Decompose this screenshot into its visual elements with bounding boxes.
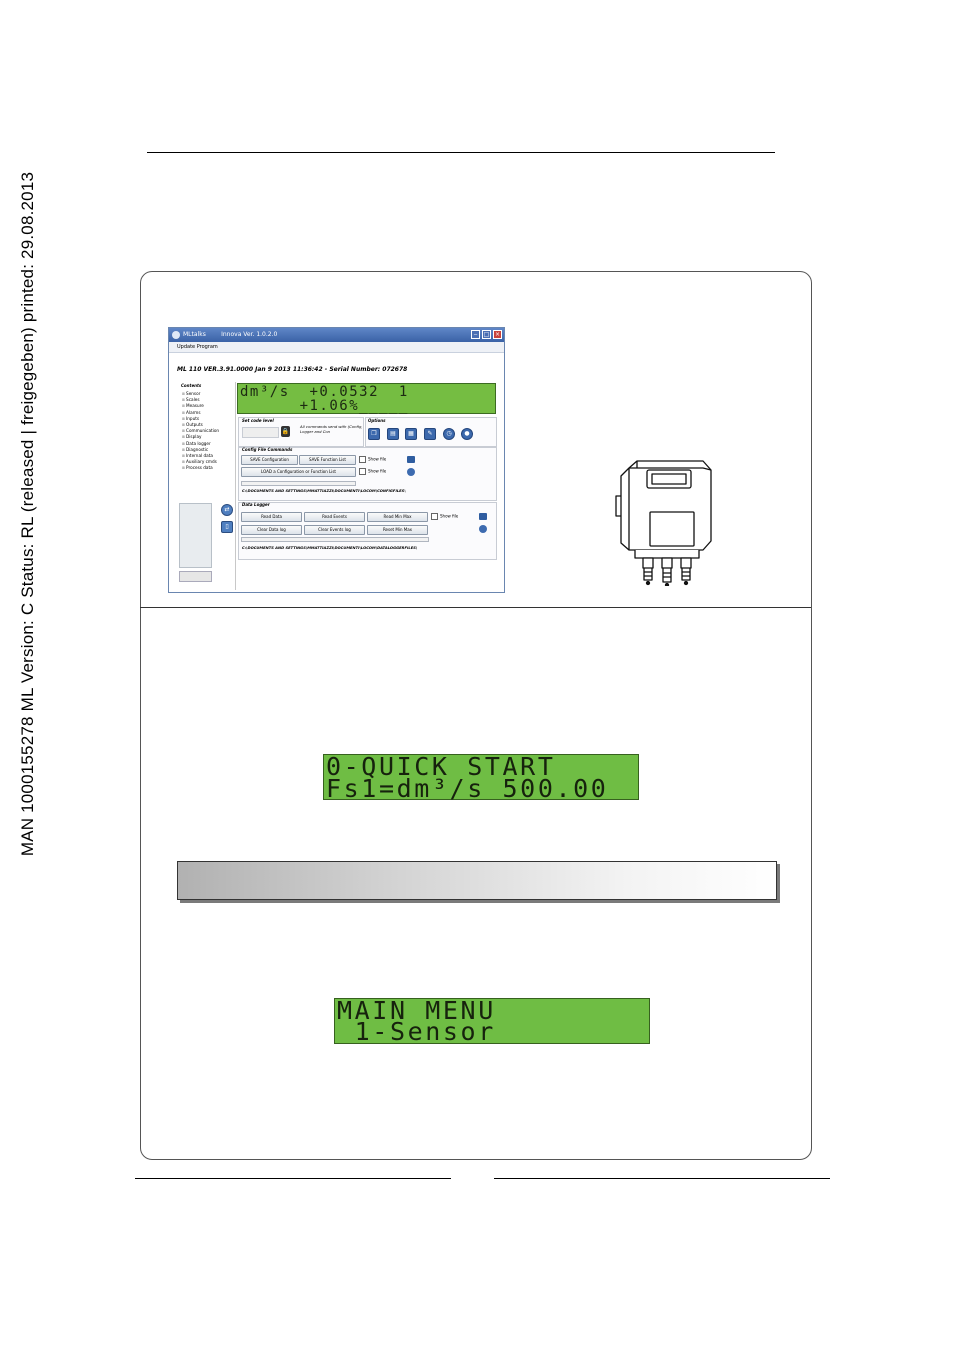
save-configuration-button[interactable]: SAVE Configuration (241, 455, 298, 465)
code-level-input[interactable] (242, 427, 279, 438)
show-file-checkbox[interactable]: Show file (359, 456, 386, 463)
message-panel[interactable] (179, 503, 212, 568)
section-banner (177, 861, 777, 900)
file-icon[interactable]: ▦ (405, 428, 417, 440)
clear-data-log-button[interactable]: Clear Data log (241, 525, 302, 535)
read-min-max-button[interactable]: Read Min Max (367, 512, 428, 522)
config-path: C:\DOCUMENTS AND SETTINGS\MMATTIAZZI\DOCUMENTI\LOCOM\CONFIGFILES\ (242, 489, 406, 493)
tree-item[interactable]: ⊞ Process data (182, 465, 219, 471)
tree-item[interactable]: ⊞ Alarms (182, 410, 219, 416)
software-lcd (237, 383, 496, 414)
logger-path: C:\DOCUMENTS AND SETTINGS\MMATTIAZZI\DOCUMENTI\LOCOM\DATALOGGERFILES\ (242, 546, 418, 550)
window-titlebar (169, 328, 504, 342)
document-sidebar-text: MAN 1000155278 ML Version: C Status: RL (released | freigegeben) printed: 29.08.2013 (18, 171, 37, 857)
show-file-checkbox[interactable]: Show file (359, 468, 386, 475)
refresh-icon[interactable]: ⇄ (221, 504, 233, 516)
settings-icon[interactable]: ● (461, 428, 473, 440)
lcd-main-menu (334, 998, 650, 1044)
tree-item[interactable]: ⊞ Sensor (182, 391, 219, 397)
window-title: Innova Ver. 1.0.2.0 (221, 331, 278, 338)
data-logger-label: Data Logger (242, 502, 270, 507)
document-icon[interactable]: ▤ (387, 428, 399, 440)
lcd-quick-start-line1: 0-QUICK START (326, 752, 556, 781)
status-box (179, 571, 212, 582)
software-lcd-line2: +1.06%_____ (240, 398, 409, 414)
footer-rule-right (494, 1178, 830, 1179)
tree-title: Contents (181, 383, 202, 388)
read-events-button[interactable]: Read Events (304, 512, 365, 522)
clock-icon[interactable]: ◷ (443, 428, 455, 440)
software-window (168, 327, 505, 593)
commands-note: All commands send with (Config, Logger and Con (300, 424, 363, 434)
contents-tree (182, 391, 219, 472)
reset-min-max-button[interactable]: Reset Min Max (367, 525, 428, 535)
panel-divider (235, 382, 236, 590)
close-button[interactable]: × (494, 331, 501, 338)
tree-item[interactable]: ⊞ Scales (182, 397, 219, 403)
lock-icon[interactable]: 🔒 (281, 428, 290, 435)
window-app-name: MLtalks (183, 331, 206, 338)
software-lcd-line1: dm³/s +0.0532 1 (240, 384, 409, 400)
tree-item[interactable]: ⊞ Auxiliary cmds (182, 459, 219, 465)
footer-rule-left (135, 1178, 451, 1179)
copy-icon[interactable]: ❐ (368, 428, 380, 440)
show-file-checkbox[interactable]: Show file (431, 513, 458, 520)
load-icon[interactable] (407, 468, 415, 476)
header-rule (147, 152, 775, 153)
config-progress-bar (241, 481, 356, 486)
gear-icon[interactable] (479, 525, 487, 533)
menu-update-program[interactable]: Update Program (169, 342, 504, 353)
tree-item[interactable]: ⊞ Outputs (182, 422, 219, 428)
frame-separator (140, 607, 811, 608)
app-icon (172, 331, 180, 339)
logger-progress-bar (241, 537, 429, 542)
minimize-button[interactable]: ‒ (471, 330, 480, 339)
tree-item[interactable]: ⊞ Internal data (182, 453, 219, 459)
clear-events-log-button[interactable]: Clear Events log (304, 525, 365, 535)
tree-item[interactable]: ⊞ Inputs (182, 416, 219, 422)
lcd-main-menu-line1: MAIN MENU (337, 996, 496, 1025)
lcd-main-menu-line2: 1-Sensor (337, 1017, 496, 1046)
read-data-button[interactable]: Read Data (241, 512, 302, 522)
device-drawing (607, 456, 717, 586)
load-configuration-button[interactable]: LOAD a Configuration or Function List (241, 467, 356, 477)
folder-icon[interactable] (479, 513, 487, 520)
set-code-level-label: Set code level (242, 418, 274, 423)
tree-item[interactable]: ⊞ Diagnostic (182, 447, 219, 453)
config-file-commands-label: Config File Commands (242, 447, 293, 452)
device-icon[interactable]: ▯ (221, 521, 233, 533)
tree-item[interactable]: ⊞ Measure (182, 403, 219, 409)
lcd-quick-start-line2: Fs1=dm³/s 500.00 (326, 774, 609, 803)
maximize-button[interactable]: □ (483, 331, 490, 338)
tree-item[interactable]: ⊞ Communication (182, 428, 219, 434)
save-function-list-button[interactable]: SAVE Function List (299, 455, 356, 465)
folder-icon[interactable] (407, 456, 415, 463)
tree-item[interactable]: ⊞ Display (182, 434, 219, 440)
tree-item[interactable]: ⊞ Data logger (182, 441, 219, 447)
version-line: ML 110 VER.3.91.0000 Jan 9 2013 11:36:42 - Serial Number: 072678 (177, 366, 408, 373)
options-label: Options (368, 418, 386, 423)
wrench-icon[interactable]: ✎ (424, 428, 436, 440)
lcd-quick-start (323, 752, 639, 803)
